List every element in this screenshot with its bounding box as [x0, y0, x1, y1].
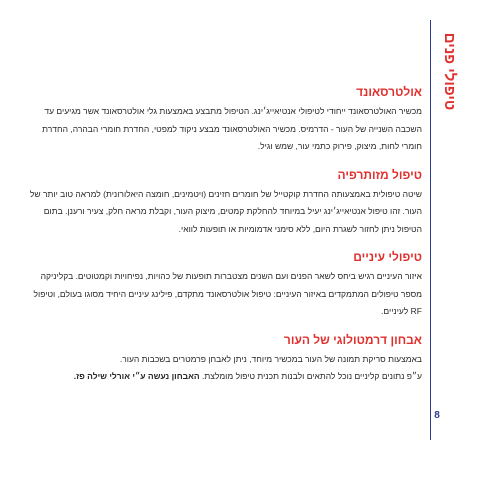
section-eye-treatments [20, 250, 422, 321]
side-title [437, 26, 463, 116]
page-number: 8 [434, 410, 440, 421]
section-paragraph: באמצעות סריקת תמונה של העור במכשיר מיוחד, ניתן לאבחן פרמטרים בשכבות העור. [119, 353, 422, 364]
main-content [20, 85, 422, 398]
paragraph-normal-text: ע״פ נתונים קליניים נוכל להתאים ולבנות תכנית טיפול מומלצת. [202, 371, 422, 381]
section-paragraph: איזור העיניים רגיש ביחס לשאר הפנים ועם השנים מצטברות תופעות של כהויות, נפיחויות וקמטוטים. בקליניקה מספר טיפולים המתמקדים באיזור העיניים: טיפול אולטרסאונד מתקדם, פילינג עיניים היחיד מסוגו בעולם, וטיפול RF לעיניים. [33, 271, 422, 316]
section-heading: טיפולי עיניים [353, 250, 422, 264]
section-ultrasound [20, 85, 422, 156]
section-heading: אולטרסאונד [356, 85, 422, 99]
section-skin-diagnosis [20, 333, 422, 386]
section-heading: טיפול מזותרפיה [337, 167, 422, 182]
section-heading: אבחון דרמטולוגי של העור [283, 332, 422, 347]
vertical-rule [430, 20, 431, 440]
section-paragraph: שיטה טיפולית באמצעותה החדרת קוקטייל של חומרים חזינים (ויטמינים, חומצה היאלורונית) למראה טוב יותר של העור. זהו טיפול אנטיאייג׳ינג יעיל במיוחד להחלקת קמטים, מיצוק העור, וקבלת מראה חלק, צעיר ורענן. בתום הטיפול ניתן לחזור לשגרת היום, ללא סימני אדמומיות או תופעות לוואי. [29, 188, 422, 234]
paragraph-bold-text: האבחון נעשה ע״י אורלי שילה פז. [73, 371, 200, 381]
section-mesotherapy [20, 168, 422, 239]
section-paragraph: מכשיר האולטרסאונד ייחודי לטיפולי אנטיאייג׳ינג. הטיפול מתבצע באמצעות גלי אולטרסאונד אשר מגיעים עד השכבה השנייה של העור - הדרמיס. מכשיר האולטרסאונד מבצע ניקוד למפטי, החדרת חומרי הבהרה, החדרת חומרי לחות, מיצוק, פירוק כתמי עור, שמש וגיל. [42, 106, 422, 151]
side-title-text: טיפולי פנים [441, 32, 459, 110]
section-paragraph-2 [20, 368, 422, 386]
